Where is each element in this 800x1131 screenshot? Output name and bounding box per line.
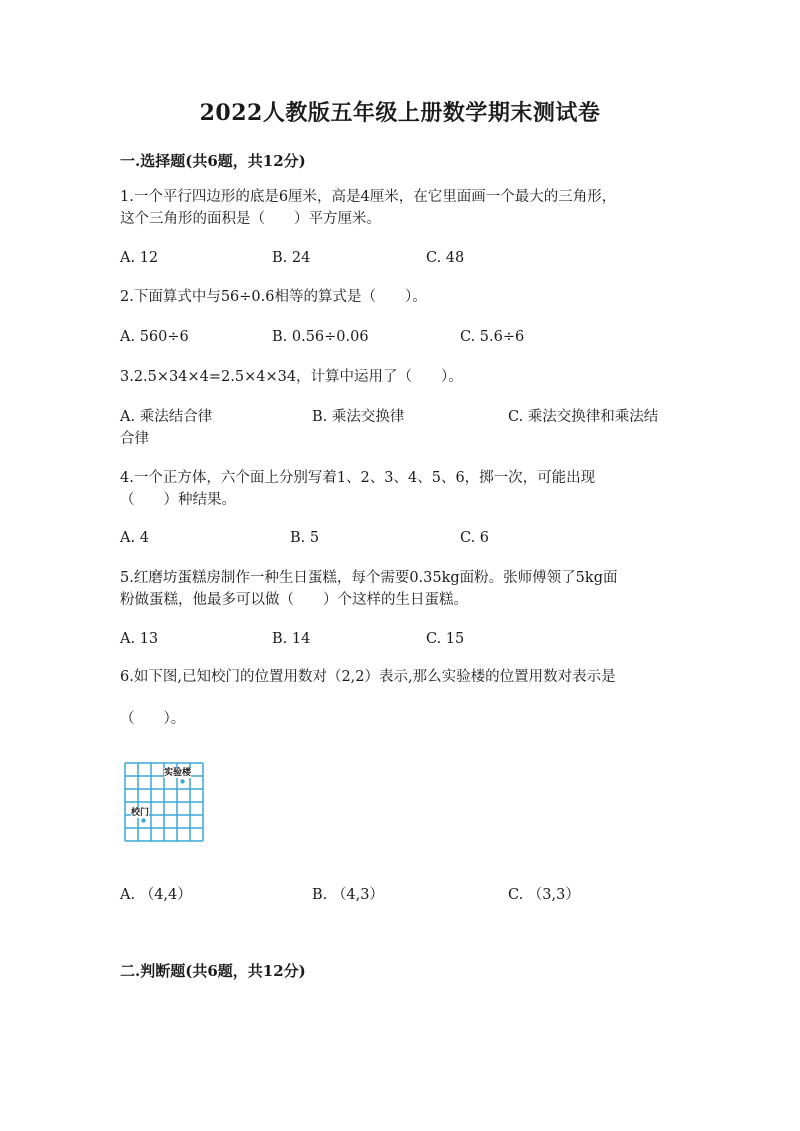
page-title: 2022人教版五年级上册数学期末测试卷 bbox=[199, 100, 601, 126]
option-b: B. 24 bbox=[272, 250, 311, 266]
question-5-options bbox=[120, 628, 680, 650]
section-heading-choice: 一.选择题(共6题，共12分) bbox=[120, 152, 306, 170]
option-b: B. 0.56÷0.06 bbox=[272, 329, 369, 345]
gate-point bbox=[141, 818, 145, 822]
option-c: C. 48 bbox=[426, 250, 465, 266]
question-1-options bbox=[120, 247, 680, 269]
option-b: B. 14 bbox=[272, 631, 311, 647]
question-1-line-2: 这个三角形的面积是（ ）平方厘米。 bbox=[120, 211, 381, 227]
option-a: A. 4 bbox=[120, 530, 149, 546]
option-a: A. 12 bbox=[120, 250, 159, 266]
option-c: C. 乘法交换律和乘法结 bbox=[508, 409, 659, 425]
option-c-continued: 合律 bbox=[120, 431, 149, 447]
question-2-options bbox=[120, 326, 680, 348]
option-b: B. 乘法交换律 bbox=[312, 409, 405, 425]
question-4 bbox=[120, 467, 680, 511]
option-b: B. （4,3） bbox=[312, 887, 384, 903]
question-5-line-1: 5.红磨坊蛋糕房制作一种生日蛋糕，每个需要0.35kg面粉。张师傅领了5kg面 bbox=[120, 570, 618, 586]
option-c: C. 5.6÷6 bbox=[460, 329, 525, 345]
position-grid-figure bbox=[124, 762, 206, 842]
option-a: A. （4,4） bbox=[120, 887, 192, 903]
question-2: 2.下面算式中与56÷0.6相等的算式是（ ）。 bbox=[120, 289, 427, 305]
option-b: B. 5 bbox=[290, 530, 320, 546]
question-6 bbox=[120, 666, 680, 730]
question-6-line-1: 6.如下图,已知校门的位置用数对（2,2）表示,那么实验楼的位置用数对表示是 bbox=[120, 669, 616, 685]
option-c: C. （3,3） bbox=[508, 887, 580, 903]
lab-label: 实验楼 bbox=[164, 768, 192, 778]
question-5-line-2: 粉做蛋糕，他最多可以做（ ）个这样的生日蛋糕。 bbox=[120, 592, 468, 608]
option-a: A. 乘法结合律 bbox=[120, 409, 213, 425]
question-3: 3.2.5×34×4=2.5×4×34，计算中运用了（ ）。 bbox=[120, 369, 463, 385]
option-c: C. 6 bbox=[460, 530, 490, 546]
question-6-line-2: （ ）。 bbox=[120, 711, 186, 727]
question-6-options bbox=[120, 884, 680, 906]
question-1-line-1: 1.一个平行四边形的底是6厘米，高是4厘米，在它里面画一个最大的三角形， bbox=[120, 189, 617, 205]
option-a: A. 560÷6 bbox=[120, 329, 189, 345]
question-4-line-1: 4.一个正方体，六个面上分别写着1、2、3、4、5、6，掷一次，可能出现 bbox=[120, 470, 596, 486]
lab-point bbox=[180, 779, 184, 783]
question-4-line-2: （ ）种结果。 bbox=[120, 492, 236, 508]
gate-label: 校门 bbox=[131, 808, 150, 818]
question-3-options bbox=[120, 406, 680, 450]
question-1 bbox=[120, 186, 680, 230]
option-a: A. 13 bbox=[120, 631, 159, 647]
option-c: C. 15 bbox=[426, 631, 465, 647]
section-heading-judgement: 二.判断题(共6题，共12分) bbox=[120, 962, 306, 980]
question-4-options bbox=[120, 527, 680, 549]
question-5 bbox=[120, 567, 680, 611]
